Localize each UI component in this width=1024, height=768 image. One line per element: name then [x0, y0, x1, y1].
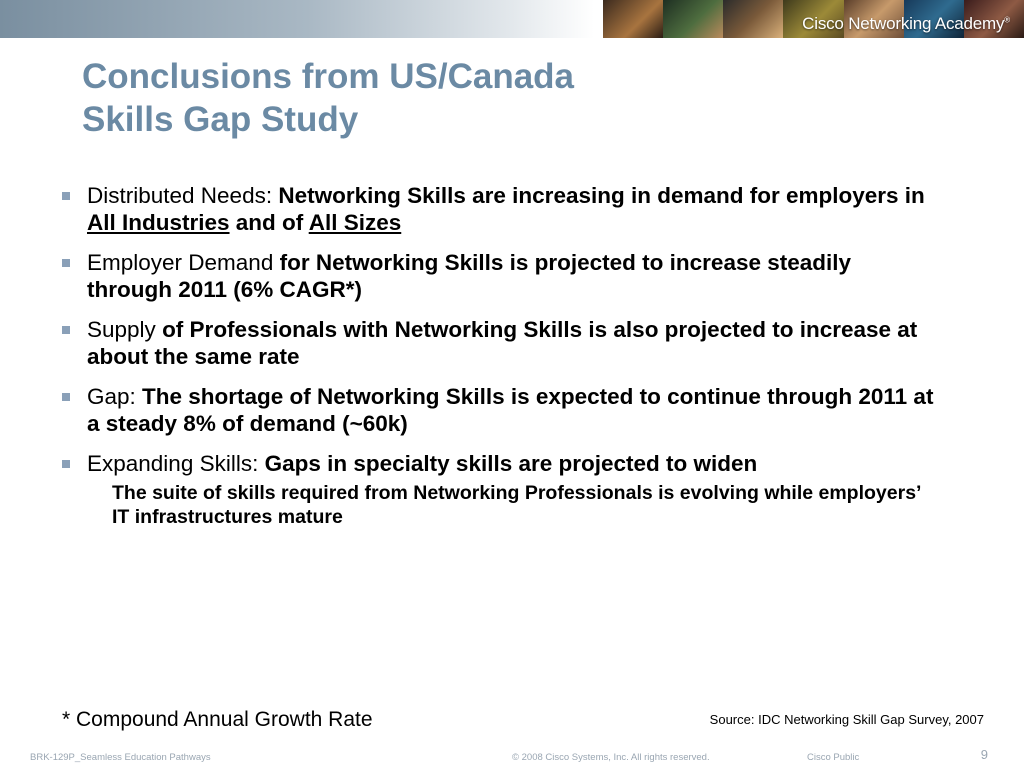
bullet-distributed-needs: [62, 182, 942, 236]
footnote: * Compound Annual Growth Rate: [62, 708, 373, 731]
bullet-supply: [62, 316, 942, 370]
bullet-lead: Expanding Skills:: [87, 451, 265, 476]
bullet-text: Gaps in specialty skills are projected to widen: [264, 451, 758, 476]
bullet-lead: Employer Demand: [87, 250, 280, 275]
page-number: 9: [980, 747, 988, 762]
square-bullet-icon: [62, 393, 70, 401]
brand-name: Cisco Networking Academy: [802, 14, 1005, 33]
student-photo: [723, 0, 783, 38]
registered-mark: ®: [1004, 15, 1010, 25]
footer-classification: Cisco Public: [807, 752, 860, 763]
student-photo: [603, 0, 663, 38]
all-sizes-text: All Sizes: [308, 210, 402, 235]
square-bullet-icon: [62, 326, 70, 334]
bullet-text: of Professionals with Networking Skills is also projected to increase at about the same rate: [87, 317, 918, 369]
square-bullet-icon: [62, 259, 70, 267]
square-bullet-icon: [62, 460, 70, 468]
bullet-employer-demand: [62, 249, 942, 303]
bullet-list: [62, 182, 942, 542]
footer-copyright: © 2008 Cisco Systems, Inc. All rights reserved.: [512, 752, 710, 763]
bullet-lead: Distributed Needs:: [87, 183, 279, 208]
square-bullet-icon: [62, 192, 70, 200]
footer-session-code: BRK-129P_Seamless Education Pathways: [30, 752, 211, 763]
bullet-lead: Supply: [87, 317, 163, 342]
bullet-expanding-skills: [62, 450, 942, 529]
bullet-text: for Networking Skills is projected to increase steadily through 2011 (6% CAGR*): [87, 250, 852, 302]
bullet-gap: [62, 383, 942, 437]
bullet-lead: Gap:: [87, 384, 143, 409]
brand-logo: [802, 14, 1010, 34]
bullet-text: The shortage of Networking Skills is expected to continue through 2011 at a steady 8% of demand (~60k): [87, 384, 934, 436]
bullet-text: and of: [229, 210, 309, 235]
slide-title-line1: Conclusions from US/Canada: [82, 57, 575, 96]
all-industries-text: All Industries: [87, 210, 230, 235]
slide-title-line2: Skills Gap Study: [82, 100, 359, 139]
student-photo: [663, 0, 723, 38]
bullet-text: Networking Skills are increasing in demand for employers in: [278, 183, 925, 208]
sub-bullet-text: The suite of skills required from Networking Professionals is evolving while employers’ IT infrastructures mature: [112, 482, 921, 528]
slide-title: [82, 55, 782, 141]
source-citation: Source: IDC Networking Skill Gap Survey, 2007: [709, 712, 984, 727]
